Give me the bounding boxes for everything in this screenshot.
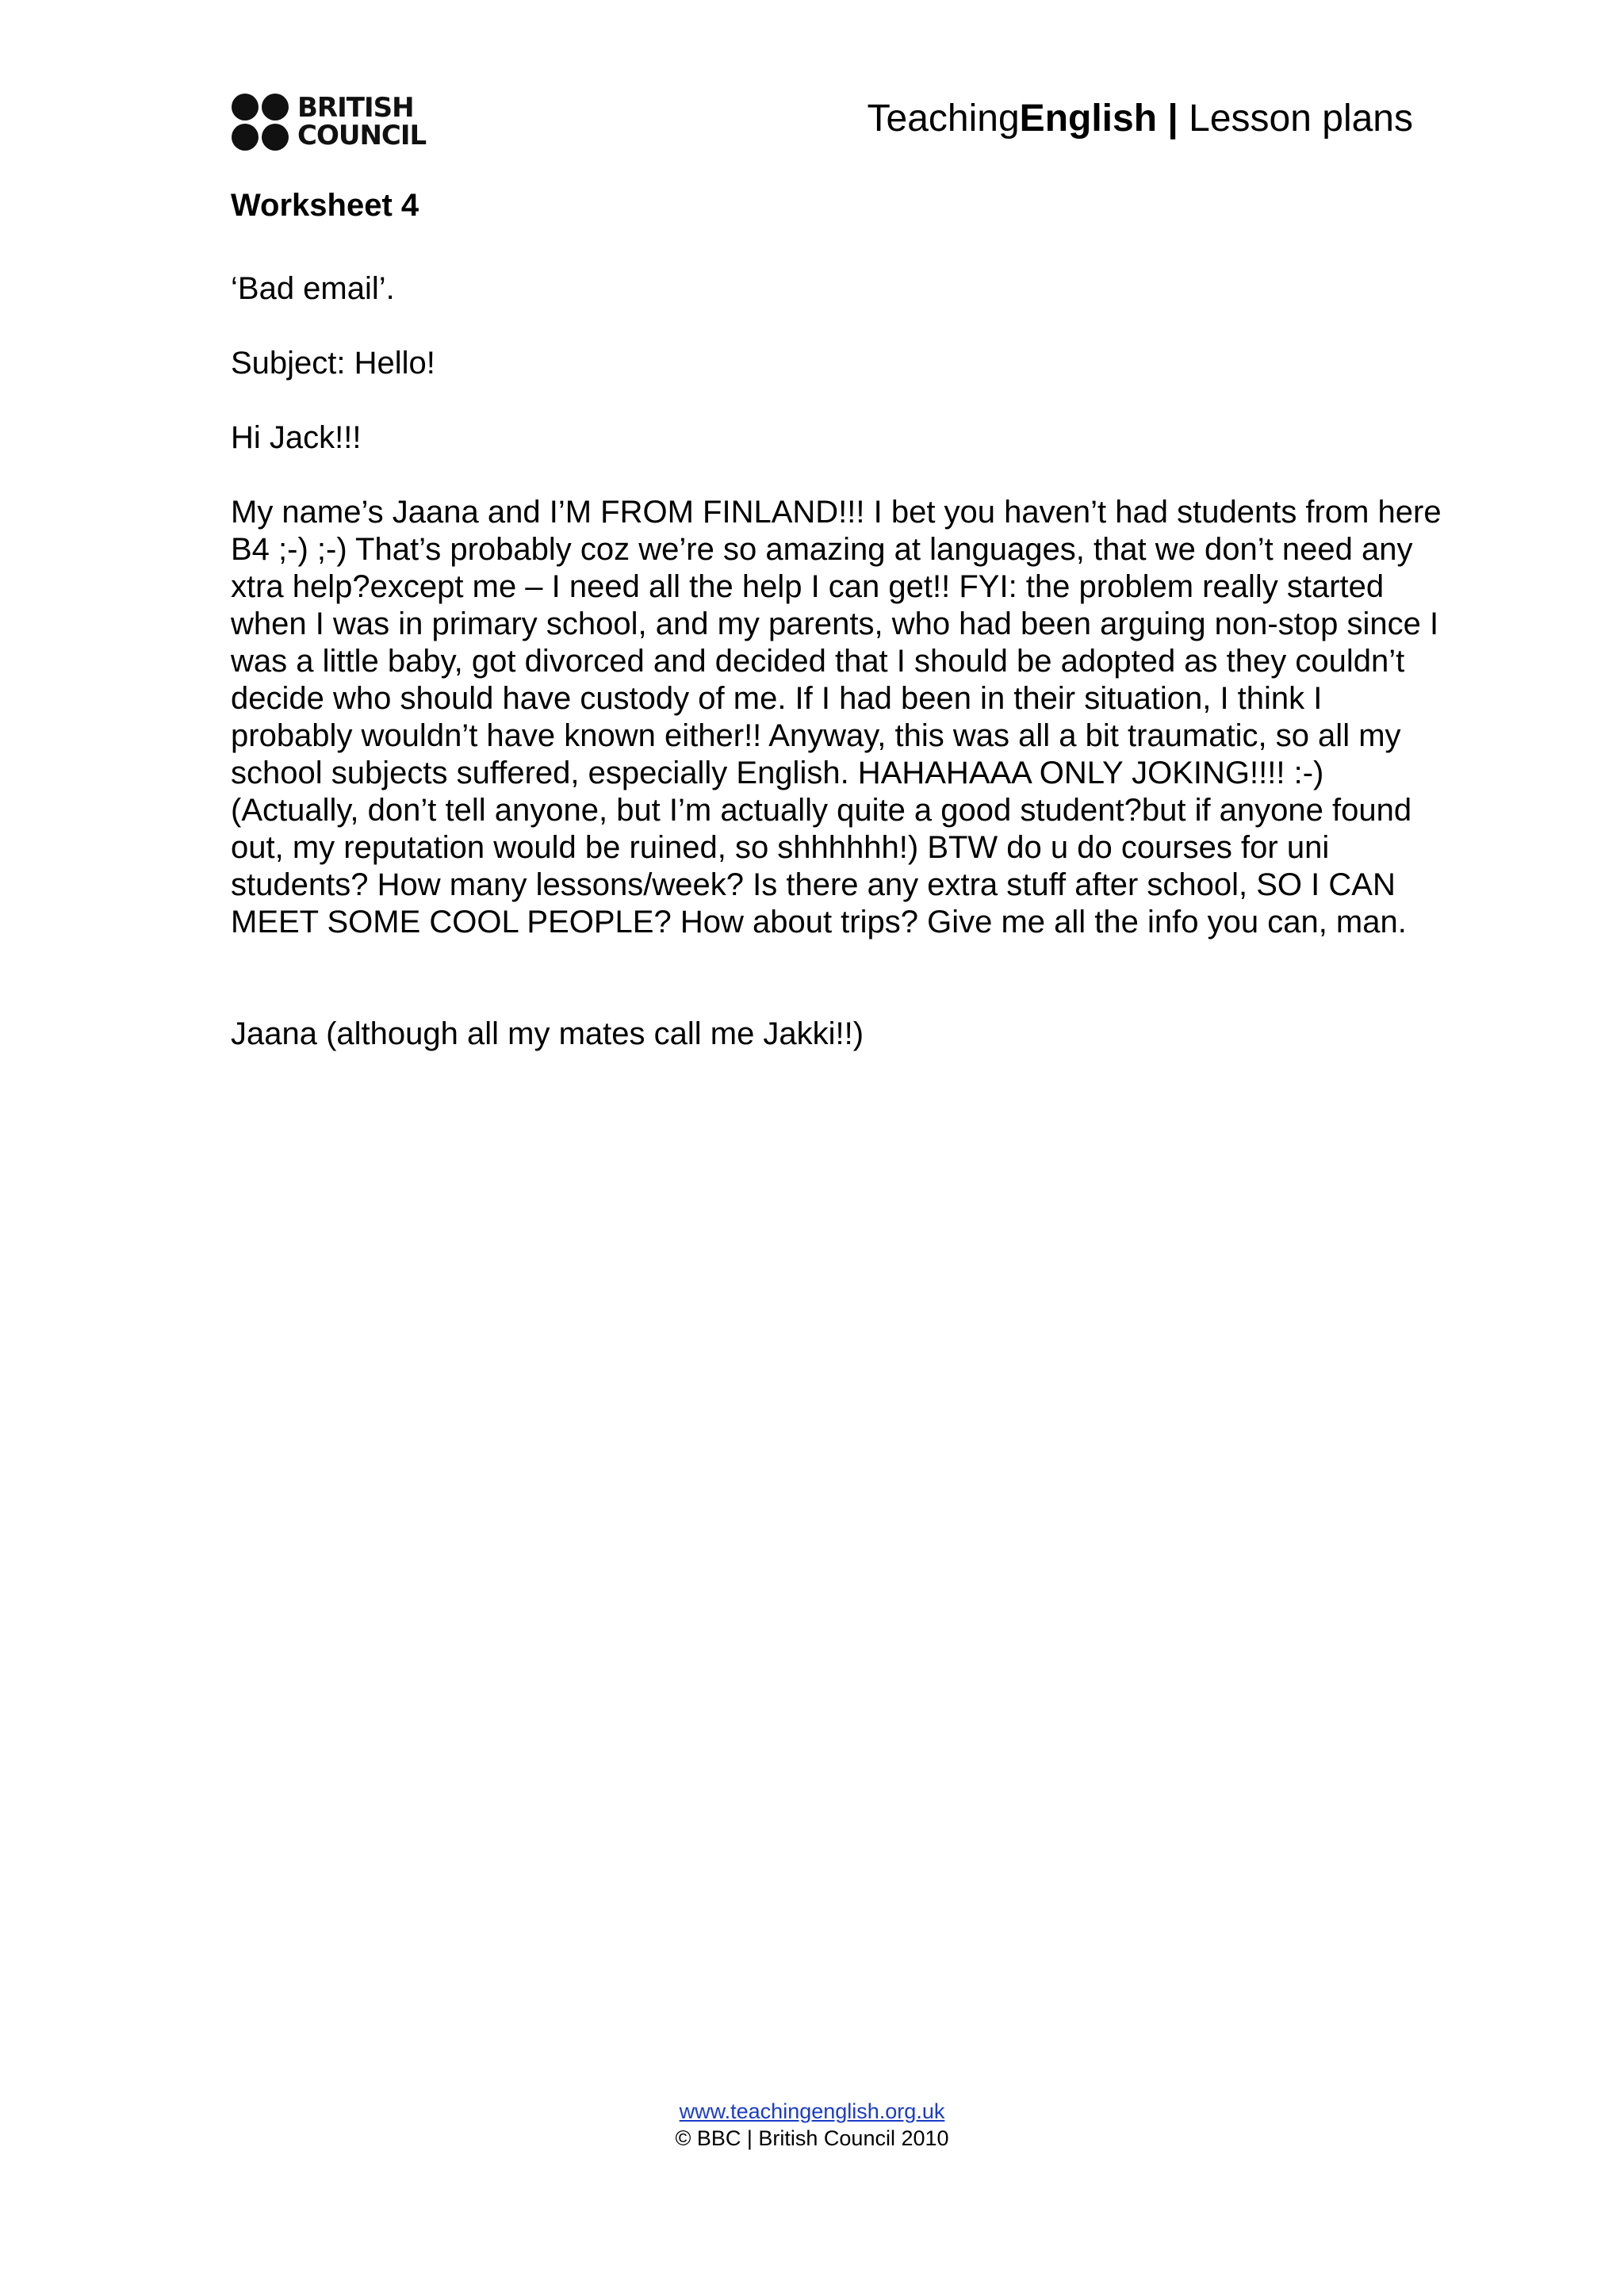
footer-copyright: © BBC | British Council 2010 (675, 2126, 949, 2150)
logo-line-2: COUNCIL (297, 120, 427, 151)
email-greeting: Hi Jack!!! (231, 420, 362, 455)
header-title (825, 94, 1413, 144)
header-title-suffix: Lesson plans (1189, 98, 1413, 140)
logo-dots-icon (231, 93, 289, 151)
worksheet-content (231, 187, 1444, 1053)
footer-link[interactable]: www.teachingenglish.org.uk (679, 2099, 945, 2123)
email-label: ‘Bad email’. (231, 271, 395, 306)
header-title-separator: | (1157, 98, 1189, 140)
logo-line-1: BRITISH (297, 92, 414, 124)
header-title-bold: English (1019, 98, 1158, 140)
worksheet-heading: Worksheet 4 (231, 188, 419, 223)
email-body: My name’s Jaana and I’M FROM FINLAND!!! I bet you haven’t had students from here B4 ;-) ;-) That’s probably coz we’re so amazing at languages, that we don’t need any xtra help?except me – I need all the help I can get!! FYI: the problem really started when I was in primary school, and my parents, who had been arguing non-stop since I was a little baby, got divorced and decided that I should be adopted as they couldn’t decide who should have custody of me. If I had been in their situation, I think I probably wouldn’t have known either!! Anyway, this was all a bit traumatic, so all my school subjects suffered, especially English. HAHAHAAA ONLY JOKING!!!! :-) (Actually, don’t tell anyone, but I’m actually quite a good student?but if anyone found out, my reputation would be ruined, so shhhhhh!) BTW do u do courses for uni students? How many lessons/week? Is there any extra stuff after school, SO I CAN MEET SOME COOL PEOPLE? How about trips? Give me all the info you can, man. (231, 495, 1442, 939)
email-signoff: Jaana (although all my mates call me Jakki!!) (231, 1016, 864, 1051)
page-footer (0, 2098, 1624, 2152)
header-title-regular: Teaching (867, 98, 1020, 140)
email-subject: Subject: Hello! (231, 346, 435, 381)
logo-text (297, 94, 426, 150)
british-council-logo (231, 93, 437, 151)
